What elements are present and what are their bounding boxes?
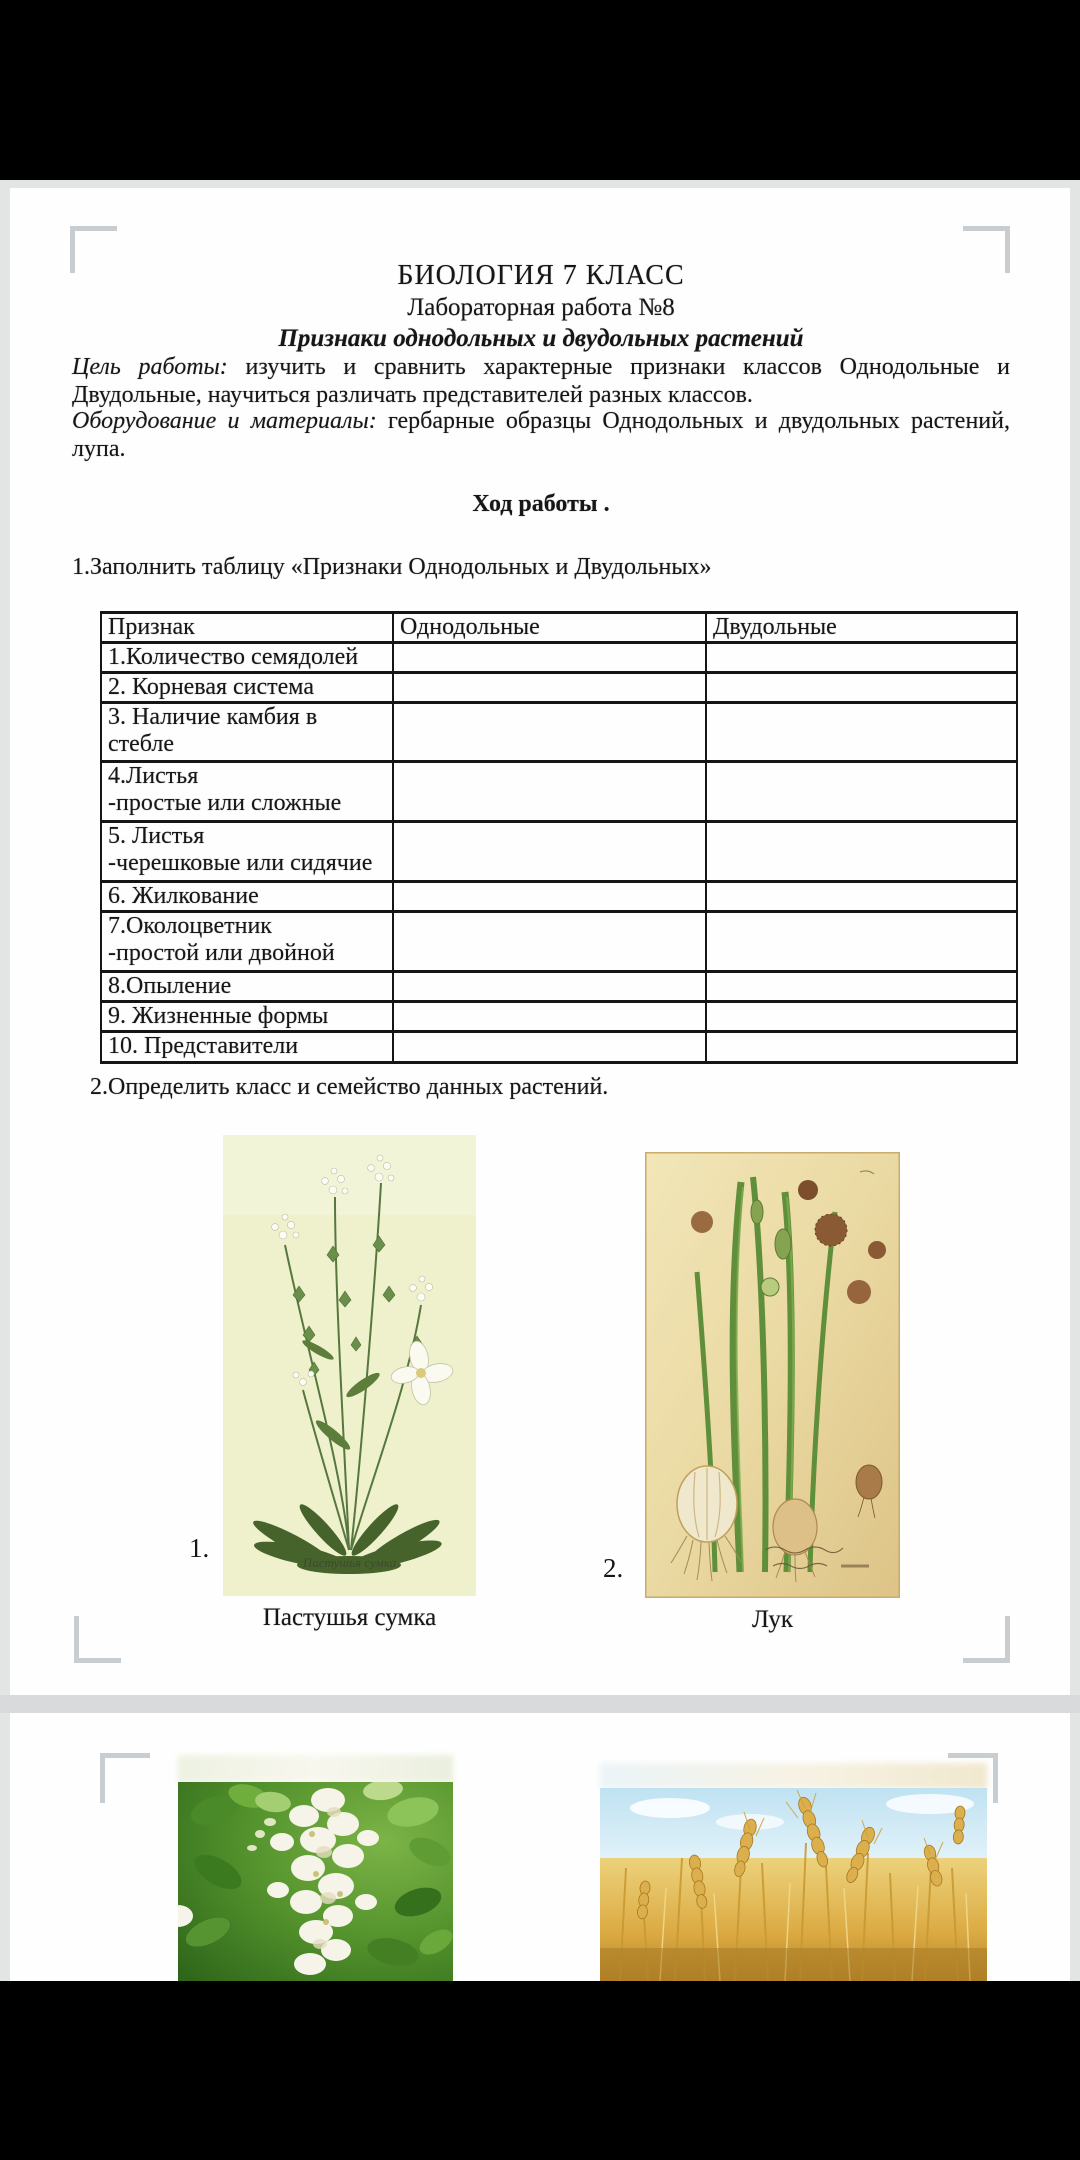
table-row [101, 882, 1017, 912]
table-row [101, 673, 1017, 703]
equipment-paragraph [72, 408, 1010, 463]
dicots-empty-cell [706, 1032, 1017, 1063]
monocots-empty-cell [393, 972, 706, 1002]
table-row [101, 822, 1017, 882]
monocots-empty-cell [393, 643, 706, 673]
margin-corner-mark [74, 1616, 121, 1663]
figure-1 [189, 1135, 476, 1632]
feature-cell: 2. Корневая система [101, 673, 393, 703]
monocots-empty-cell [393, 822, 706, 882]
goal-label: Цель работы: [72, 354, 228, 380]
figure-2 [603, 1152, 900, 1634]
task-1-text: 1.Заполнить таблицу «Признаки Однодольных и Двудольных» [72, 554, 712, 580]
table-row [101, 1002, 1017, 1032]
feature-cell: 1.Количество семядолей [101, 643, 393, 673]
monocots-empty-cell [393, 912, 706, 972]
dicots-empty-cell [706, 673, 1017, 703]
table-row [101, 643, 1017, 673]
equipment-label: Оборудование и материалы: [72, 408, 377, 434]
feature-cell: 10. Представители [101, 1032, 393, 1063]
figure-1-number: 1. [189, 1533, 210, 1563]
figure-2-number: 2. [603, 1553, 624, 1583]
features-table [100, 611, 1018, 1064]
table-row [101, 912, 1017, 972]
photo-loading-ghost [600, 1763, 987, 1789]
photo-loading-ghost [178, 1755, 453, 1783]
dicots-empty-cell [706, 882, 1017, 912]
table-row [101, 972, 1017, 1002]
dicots-empty-cell [706, 1002, 1017, 1032]
onion-botanical-illustration [645, 1152, 900, 1598]
figure-2-caption: Лук [752, 1606, 793, 1633]
table-header-row [101, 613, 1017, 643]
feature-cell: 5. Листья -черешковые или сидячие [101, 822, 393, 882]
monocots-empty-cell [393, 673, 706, 703]
document-page-1[interactable] [10, 188, 1070, 1695]
feature-cell: 9. Жизненные формы [101, 1002, 393, 1032]
dicots-empty-cell [706, 912, 1017, 972]
margin-corner-mark [100, 1753, 150, 1803]
document-viewer[interactable] [0, 180, 1080, 1981]
monocots-empty-cell [393, 1032, 706, 1063]
table-row [101, 762, 1017, 822]
doc-topic-title: Признаки однодольных и двудольных растений [278, 325, 804, 352]
shepherds-purse-botanical-illustration [223, 1135, 476, 1596]
goal-paragraph [72, 354, 1010, 409]
page-divider [0, 1695, 1080, 1713]
goal-text: изучить и сравнить характерные признаки классов Однодольные и Двудольные, научиться различать представителей разных классов. [72, 354, 1010, 408]
dicots-empty-cell [706, 643, 1017, 673]
feature-cell: 3. Наличие камбия в стебле [101, 703, 393, 762]
top-black-bar [0, 0, 1080, 180]
table-row [101, 703, 1017, 762]
table-header-dicots: Двудольные [706, 613, 1017, 643]
feature-cell: 6. Жилкование [101, 882, 393, 912]
margin-corner-mark [963, 1616, 1010, 1663]
dicots-empty-cell [706, 822, 1017, 882]
monocots-empty-cell [393, 882, 706, 912]
procedure-heading: Ход работы . [472, 491, 610, 517]
task-2-text: 2.Определить класс и семейство данных растений. [90, 1074, 609, 1100]
table-row [101, 1032, 1017, 1063]
golden-wheat-field-photo [600, 1788, 987, 1981]
bottom-black-bar [0, 1981, 1080, 2160]
white-acacia-flowers-photo [178, 1782, 453, 1981]
doc-title: БИОЛОГИЯ 7 КЛАСС [397, 260, 685, 291]
figure-1-caption: Пастушья сумка [262, 1604, 437, 1631]
dicots-empty-cell [706, 972, 1017, 1002]
table-header-feature: Признак [101, 613, 393, 643]
monocots-empty-cell [393, 1002, 706, 1032]
figure-1-inner-caption: Пастушья сумка [302, 1555, 397, 1570]
document-page-2[interactable] [10, 1713, 1070, 1981]
dicots-empty-cell [706, 703, 1017, 762]
dicots-empty-cell [706, 762, 1017, 822]
feature-cell: 8.Опыление [101, 972, 393, 1002]
table-header-monocots: Однодольные [393, 613, 706, 643]
feature-cell: 7.Околоцветник -простой или двойной [101, 912, 393, 972]
monocots-empty-cell [393, 703, 706, 762]
monocots-empty-cell [393, 762, 706, 822]
doc-subtitle: Лабораторная работа №8 [407, 294, 675, 321]
equipment-text: гербарные образцы Однодольных и двудольных растений, лупа. [72, 408, 1010, 462]
feature-cell: 4.Листья -простые или сложные [101, 762, 393, 822]
